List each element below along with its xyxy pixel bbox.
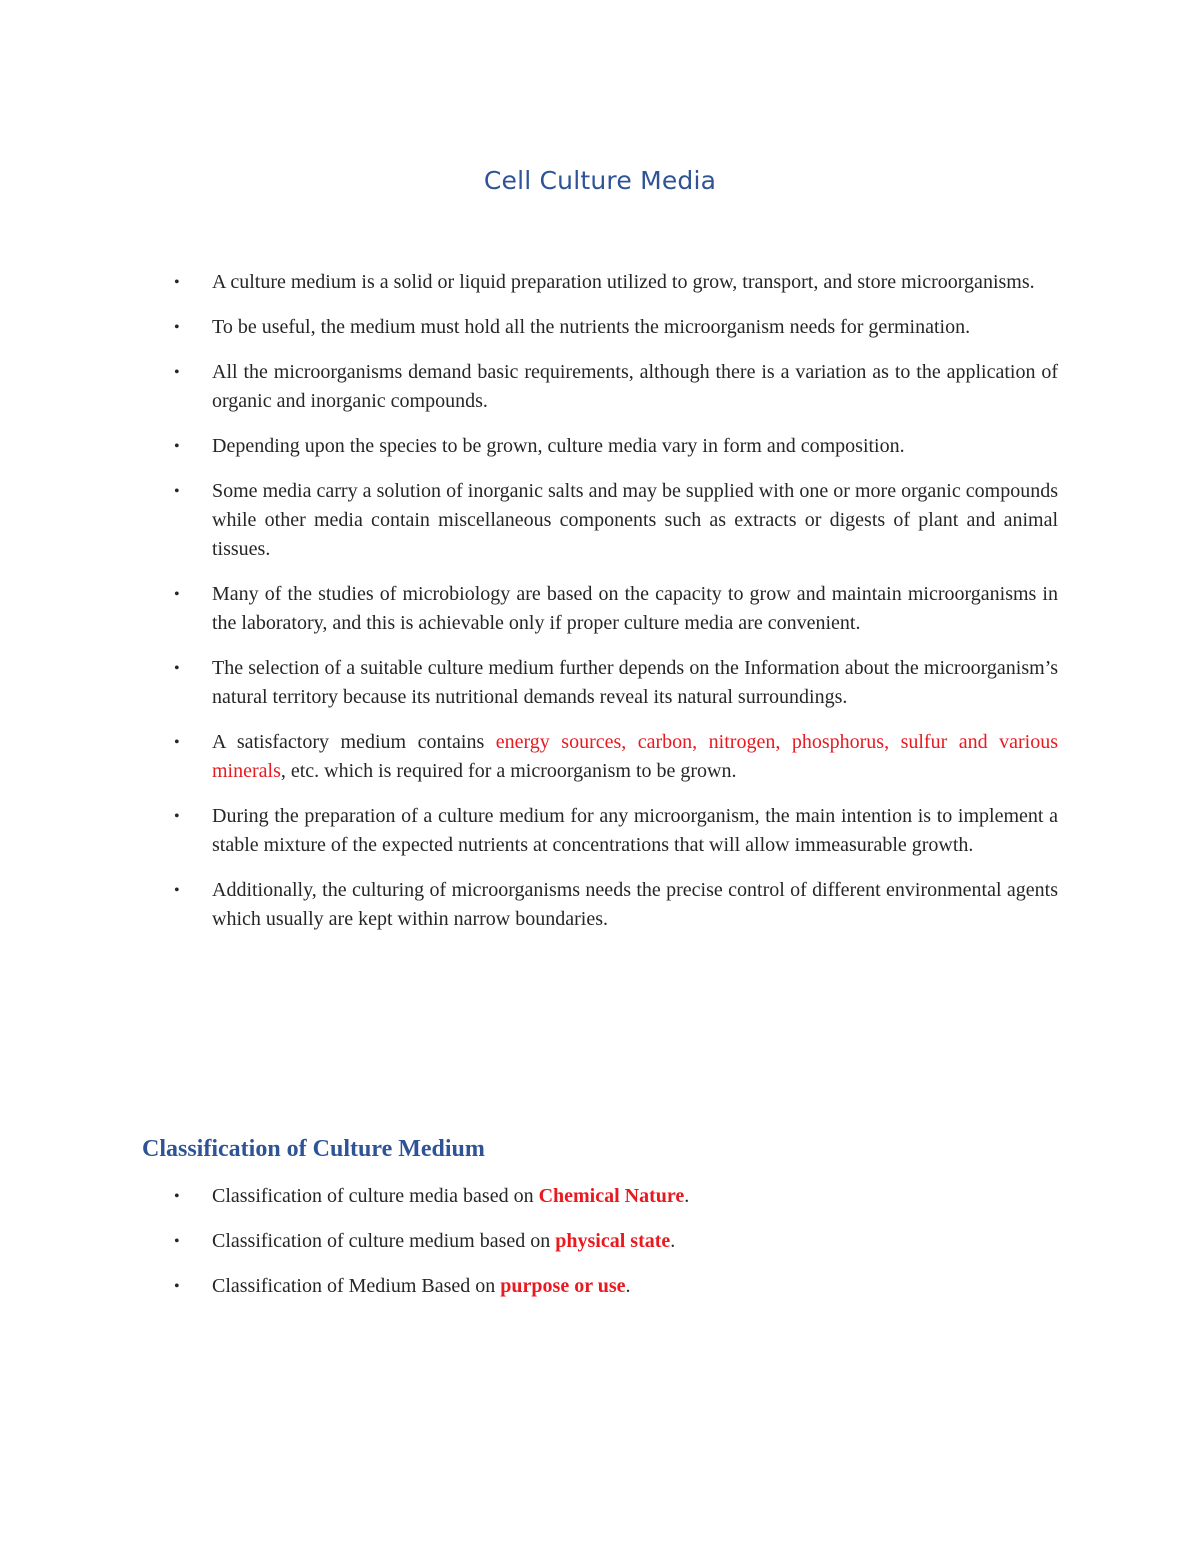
list-item-text: Classification of culture media based on (212, 1185, 539, 1207)
bullet-icon: • (174, 660, 180, 677)
highlighted-text: purpose or use (500, 1275, 626, 1297)
bullet-icon: • (174, 586, 180, 603)
list-item-text: A satisfactory medium contains (212, 731, 496, 753)
list-item-text: Depending upon the species to be grown, culture media vary in form and composition. (212, 435, 905, 457)
list-item-text: During the preparation of a culture medium for any microorganism, the main intention is to implement a stable mixture of the expected nutrients at concentrations that will allow immeasurable growth. (212, 805, 1058, 856)
list-item (170, 1227, 1058, 1256)
list-item (170, 1272, 1058, 1301)
bullet-icon: • (174, 882, 180, 899)
list-item-text: The selection of a suitable culture medium further depends on the Information about the microorganism’s natural territory because its nutritional demands reveal its natural surroundings. (212, 657, 1058, 708)
list-item-text: A culture medium is a solid or liquid preparation utilized to grow, transport, and store microorganisms. (212, 271, 1035, 293)
intro-bullet-list (170, 268, 1058, 950)
bullet-icon: • (174, 1278, 180, 1295)
list-item-text: . (625, 1275, 631, 1297)
list-item (170, 358, 1058, 416)
list-item-text: . (684, 1185, 690, 1207)
list-item (170, 477, 1058, 564)
list-item-text: Classification of culture medium based on (212, 1230, 556, 1252)
list-item (170, 876, 1058, 934)
highlighted-text: energy sources, carbon, nitrogen, phosphorus, sulfur and various minerals (212, 731, 1058, 782)
page-title: Cell Culture Media (483, 166, 717, 195)
bullet-icon: • (174, 364, 180, 381)
highlighted-text: physical state (555, 1230, 671, 1252)
list-item-text: Classification of Medium Based on (212, 1275, 501, 1297)
list-item (170, 1182, 1058, 1211)
list-item-text: All the microorganisms demand basic requirements, although there is a variation as to the application of organic and inorganic compounds. (212, 361, 1058, 412)
list-item (170, 728, 1058, 786)
list-item-text: Additionally, the culturing of microorganisms needs the precise control of different environmental agents which usually are kept within narrow boundaries. (212, 879, 1058, 930)
list-item-text: . (670, 1230, 676, 1252)
list-item (170, 313, 1058, 342)
bullet-icon: • (174, 1188, 180, 1205)
list-item (170, 802, 1058, 860)
bullet-icon: • (174, 319, 180, 336)
highlighted-text: Chemical Nature (538, 1185, 685, 1207)
bullet-icon: • (174, 734, 180, 751)
bullet-icon: • (174, 483, 180, 500)
list-item (170, 654, 1058, 712)
list-item (170, 432, 1058, 461)
list-item-text: To be useful, the medium must hold all the nutrients the microorganism needs for germination. (212, 316, 971, 338)
list-item-text: Some media carry a solution of inorganic salts and may be supplied with one or more organic compounds while other media contain miscellaneous components such as extracts or digests of plant and animal tissues. (212, 480, 1058, 560)
classification-bullet-list (170, 1182, 1058, 1317)
bullet-icon: • (174, 438, 180, 455)
bullet-icon: • (174, 1233, 180, 1250)
bullet-icon: • (174, 274, 180, 291)
bullet-icon: • (174, 808, 180, 825)
list-item-text: , etc. which is required for a microorganism to be grown. (280, 760, 737, 782)
list-item-text: Many of the studies of microbiology are based on the capacity to grow and maintain microorganisms in the laboratory, and this is achievable only if proper culture media are convenient. (212, 583, 1058, 634)
section-heading: Classification of Culture Medium (142, 1136, 485, 1162)
list-item (170, 268, 1058, 297)
list-item (170, 580, 1058, 638)
